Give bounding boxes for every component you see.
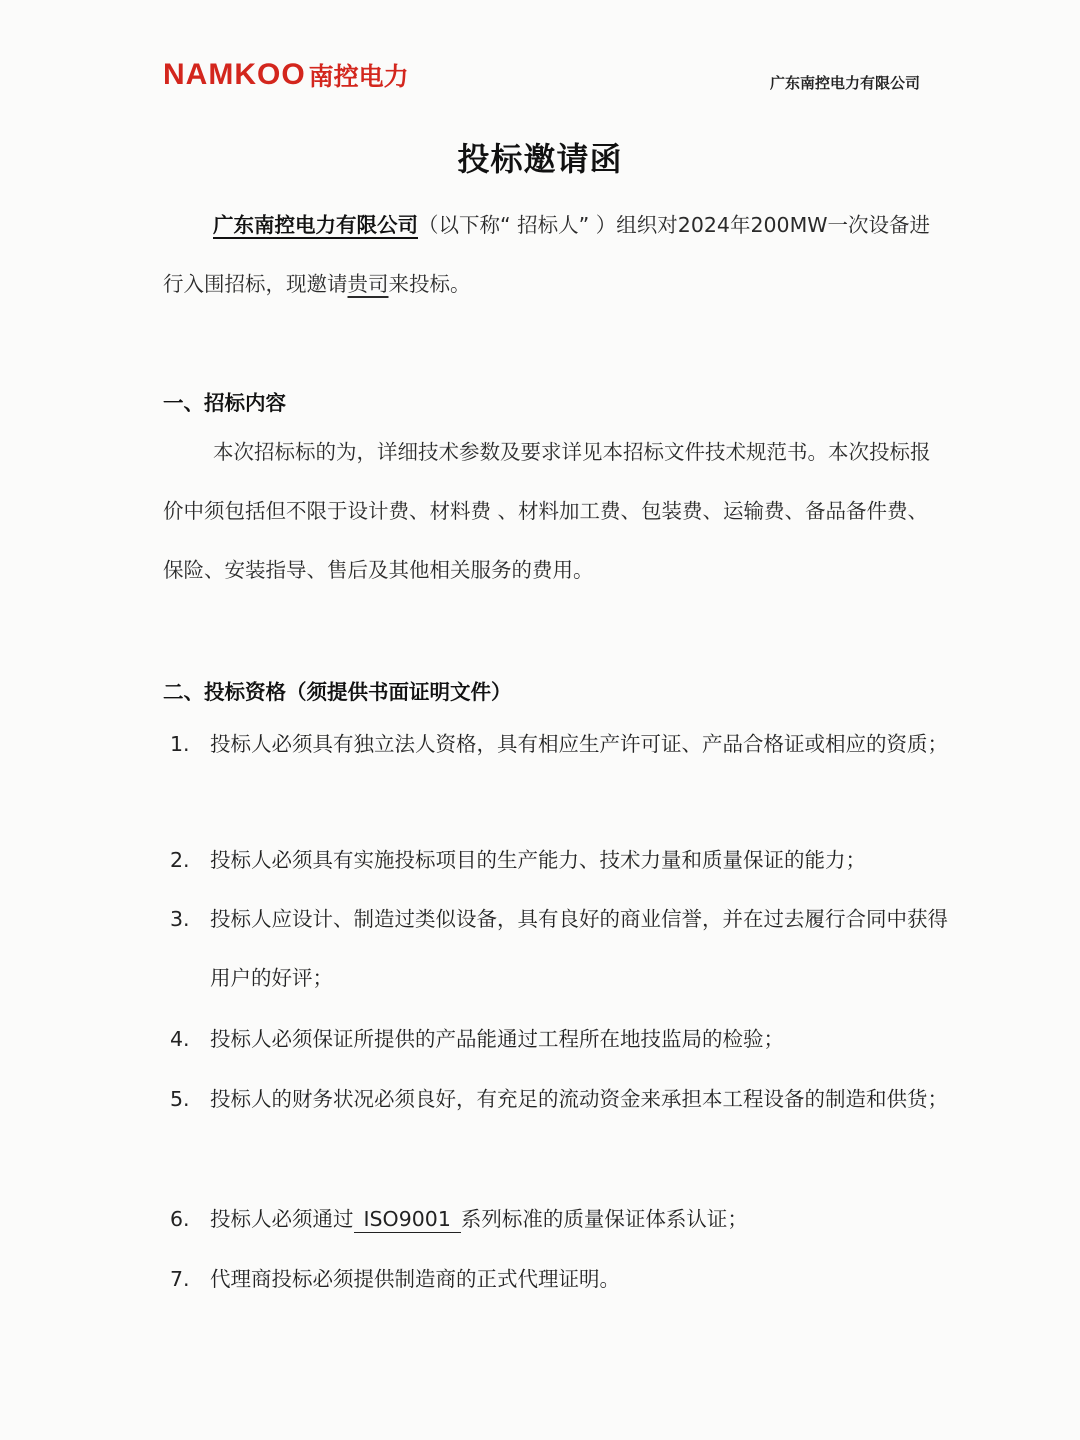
qualification-item bbox=[170, 831, 950, 890]
intro-text-b: 来投标。 bbox=[388, 272, 471, 296]
item-number: 3. bbox=[170, 907, 190, 931]
item-text-before: 投标人必须通过 bbox=[210, 1207, 354, 1231]
item-number: 4. bbox=[170, 1027, 190, 1051]
item-text: 代理商投标必须提供制造商的正式代理证明。 bbox=[210, 1267, 620, 1291]
section1-heading: 一、招标内容 bbox=[163, 391, 286, 415]
iso-standard: ISO9001 bbox=[354, 1206, 461, 1233]
qualification-item bbox=[170, 1010, 950, 1069]
section1-body bbox=[163, 423, 938, 600]
item-text-after: 系列标准的质量保证体系认证； bbox=[460, 1207, 748, 1231]
item-text: 投标人必须具有独立法人资格，具有相应生产许可证、产品合格证或相应的资质； bbox=[210, 732, 948, 756]
item-number: 6. bbox=[170, 1207, 190, 1231]
item-number: 2. bbox=[170, 848, 190, 872]
logo-chinese-text: 南控电力 bbox=[308, 62, 409, 91]
header-company-name: 广东南控电力有限公司 bbox=[769, 74, 920, 92]
item-text: 投标人必须保证所提供的产品能通过工程所在地技监局的检验； bbox=[210, 1027, 784, 1051]
item-number: 7. bbox=[170, 1267, 190, 1291]
qualification-item bbox=[170, 1070, 950, 1129]
item-text: 投标人的财务状况必须良好，有充足的流动资金来承担本工程设备的制造和供货； bbox=[210, 1087, 948, 1111]
item-number: 5. bbox=[170, 1087, 190, 1111]
qualification-item bbox=[170, 890, 950, 1008]
section2-heading: 二、投标资格（须提供书面证明文件） bbox=[163, 680, 512, 704]
document-title: 投标邀请函 bbox=[457, 140, 623, 178]
qualification-item bbox=[170, 715, 950, 774]
intro-text-a: （以下称“ 招标人” ）组织对2024年200MW一次设备进行入围招标，现邀请 bbox=[163, 213, 931, 296]
qualification-item bbox=[170, 1190, 950, 1249]
section1-body-text: 本次招标标的为，详细技术参数及要求详见本招标文件技术规范书。本次投标报价中须包括但不限于设计费、材料费 、材料加工费、包装费、运输费、备品备件费、保险、安装指导、售后及其他相关服务的费用。 bbox=[163, 440, 931, 582]
logo-latin-text: NAMKOO bbox=[163, 58, 306, 91]
company-logo bbox=[163, 55, 409, 95]
qualification-item bbox=[170, 1250, 950, 1309]
item-text: 投标人必须具有实施投标项目的生产能力、技术力量和质量保证的能力； bbox=[210, 848, 866, 872]
intro-paragraph bbox=[163, 196, 938, 314]
intro-company-name: 广东南控电力有限公司 bbox=[213, 213, 418, 237]
item-text bbox=[210, 1190, 950, 1249]
item-number: 1. bbox=[170, 732, 190, 756]
item-text: 投标人应设计、制造过类似设备，具有良好的商业信誉，并在过去履行合同中获得用户的好评； bbox=[210, 907, 948, 990]
intro-guisi: 贵司 bbox=[347, 272, 389, 296]
